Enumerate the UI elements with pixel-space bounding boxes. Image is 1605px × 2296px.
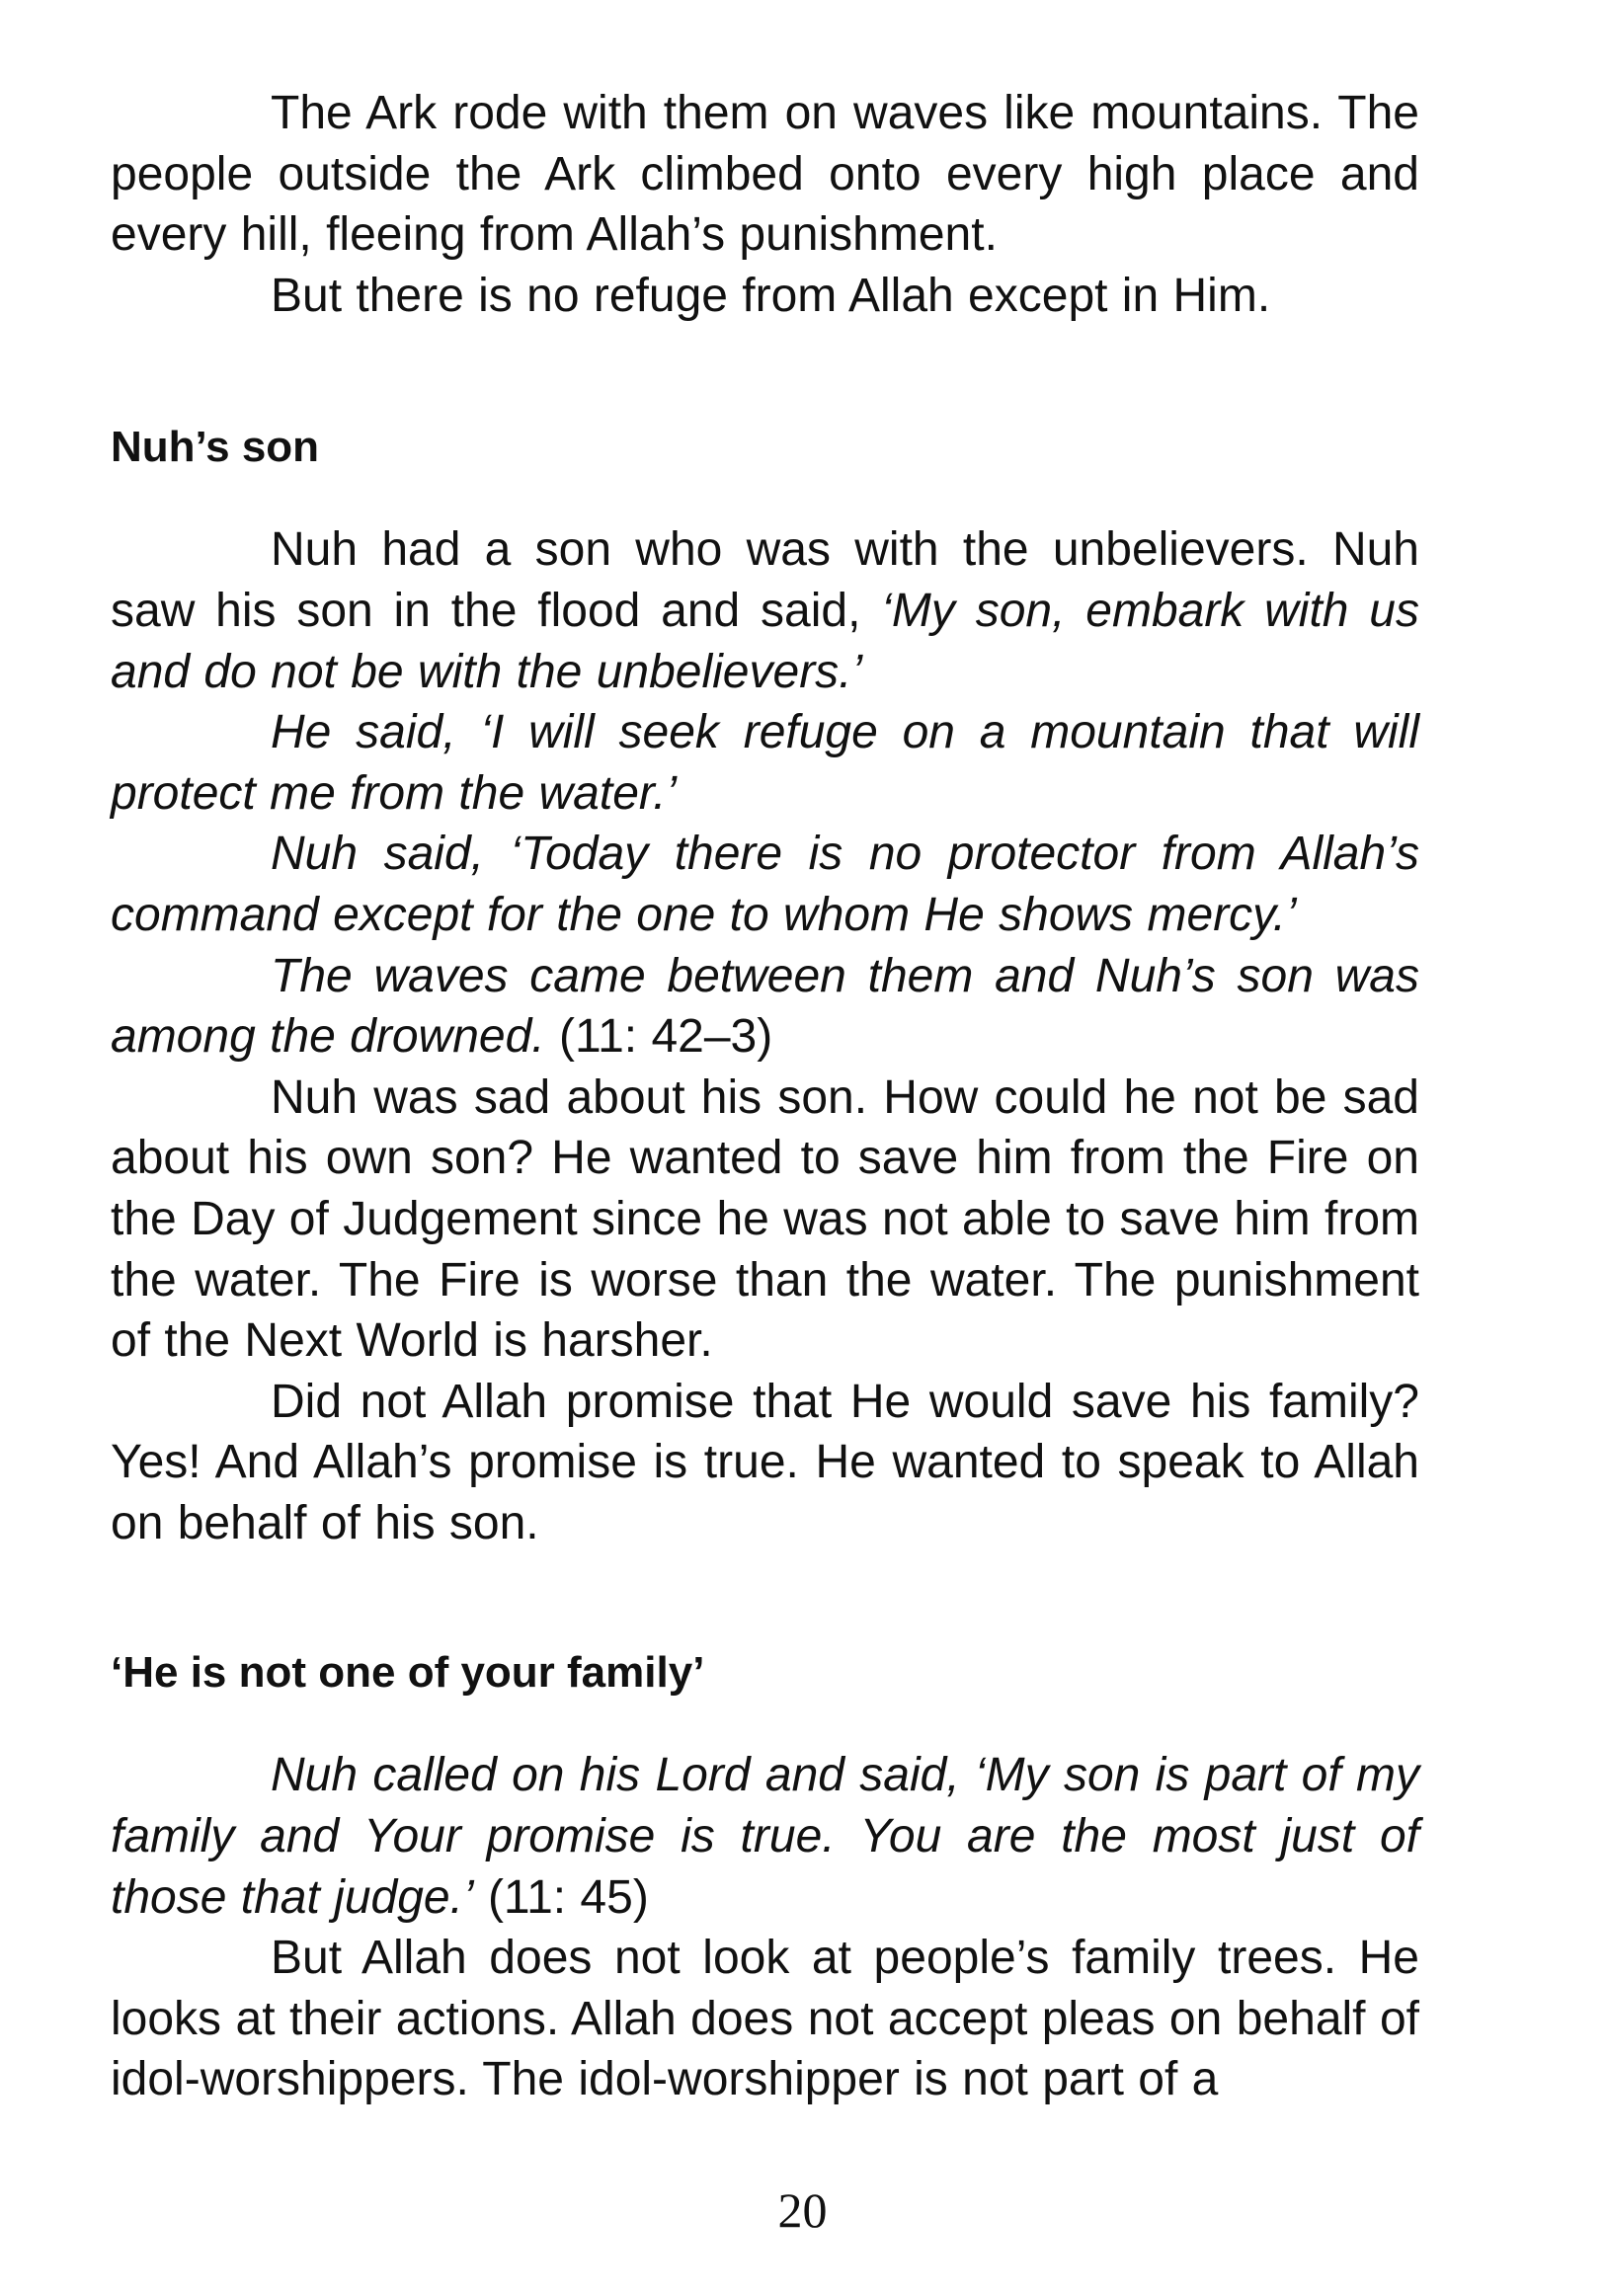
nuhs-son-p3-quote: Nuh said, ‘Today there is no protector from Allah’s command except for the one to whom He shows mercy.’: [111, 828, 1419, 941]
nuhs-son-paragraph-1: [111, 519, 1419, 702]
section-heading-nuhs-son: Nuh’s son: [111, 423, 320, 472]
nuhs-son-paragraph-2: [111, 702, 1419, 824]
not-family-p1-quote: Nuh called on his Lord and said, ‘My son is part of my family and Your promise is true. You are the most just of those that judge.’: [111, 1749, 1419, 1924]
nuhs-son-p1-plain: Nuh had a son who was with the unbelievers. Nuh saw his son in the flood and said,: [111, 523, 1419, 637]
not-family-paragraph-1: [111, 1745, 1419, 1928]
nuhs-son-p1-quote: ‘My son, embark with us and do not be with the unbelievers.’: [111, 584, 1419, 698]
nuhs-son-p4-reference: (11: 42–3): [544, 1010, 773, 1064]
nuhs-son-paragraph-6: Did not Allah promise that He would save his family? Yes! And Allah’s promise is true. He wanted to speak to Allah on behalf of his son.: [111, 1375, 1419, 1549]
page-number: 20: [777, 2182, 828, 2238]
section-heading-not-family: ‘He is not one of your family’: [111, 1648, 705, 1698]
page-body: [111, 83, 1419, 2110]
intro-paragraph-1: The Ark rode with them on waves like mountains. The people outside the Ark climbed onto every high place and every hill, fleeing from Allah’s punishment.: [111, 87, 1419, 262]
not-family-paragraph-2: But Allah does not look at people’s family trees. He looks at their actions. Allah does not accept pleas on behalf of idol-worshippers. The idol-worshipper is not part of a: [111, 1932, 1419, 2106]
nuhs-son-paragraph-4: [111, 946, 1419, 1068]
nuhs-son-p2-quote: He said, ‘I will seek refuge on a mountain that will protect me from the water.’: [111, 706, 1419, 820]
nuhs-son-paragraph-5: Nuh was sad about his son. How could he not be sad about his own son? He wanted to save him from the Fire on the Day of Judgement since he was not able to save him from the water. The Fire is worse than the water. The punishment of the Next World is harsher.: [111, 1070, 1419, 1368]
nuhs-son-paragraph-3: [111, 824, 1419, 945]
not-family-p1-reference: (11: 45): [473, 1870, 649, 1924]
nuhs-son-p4-quote: The waves came between them and Nuh’s son was among the drowned.: [111, 949, 1419, 1064]
intro-paragraph-2: But there is no refuge from Allah except in Him.: [271, 269, 1271, 322]
